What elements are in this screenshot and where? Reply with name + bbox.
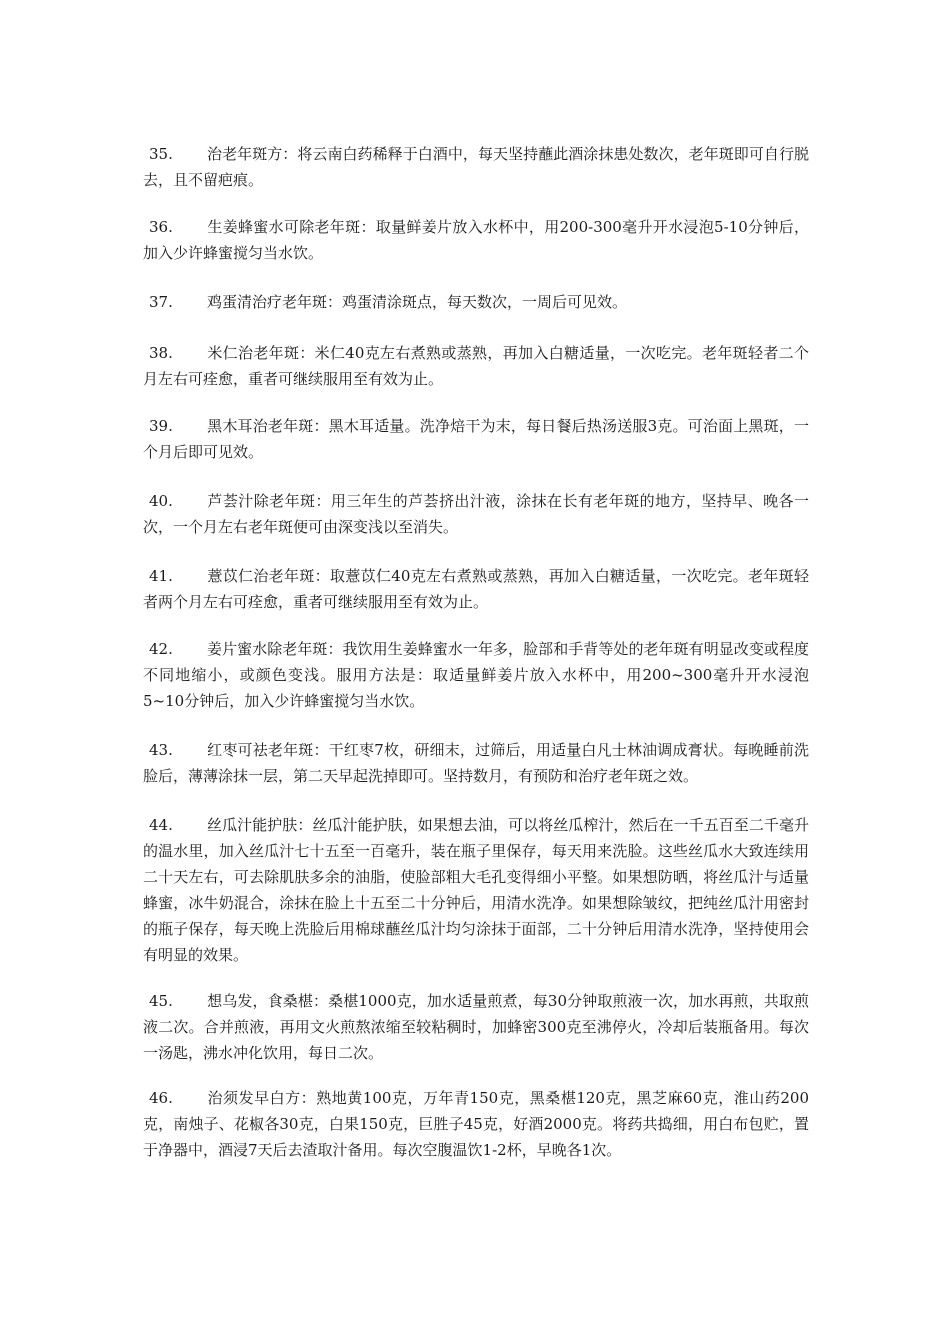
entry-text: 芦荟汁除老年斑：用三年生的芦荟挤出汁液，涂抹在长有老年斑的地方，坚持早、晚各一次，一个月左右老年斑便可由深变浅以至消失。	[143, 492, 809, 536]
entry-text: 鸡蛋清治疗老年斑：鸡蛋清涂斑点，每天数次，一周后可见效。	[207, 293, 628, 311]
entry-number: 40.	[149, 492, 173, 510]
entry-number: 44.	[149, 816, 173, 834]
remedy-entry-43	[143, 737, 809, 789]
remedy-entry-39	[143, 413, 809, 465]
entry-text: 薏苡仁治老年斑：取薏苡仁40克左右煮熟或蒸熟，再加入白糖适量，一次吃完。老年斑轻者两个月左右可痊愈，重者可继续服用至有效为止。	[143, 567, 809, 611]
entry-text: 姜片蜜水除老年斑：我饮用生姜蜂蜜水一年多，脸部和手背等处的老年斑有明显改变或程度不同地缩小，或颜色变浅。服用方法是：取适量鲜姜片放入水杯中，用200~300毫升开水浸泡5~10分钟后，加入少许蜂蜜搅匀当水饮。	[143, 640, 809, 710]
entry-number: 43.	[149, 741, 173, 759]
remedy-entry-46	[143, 1085, 809, 1163]
entry-number: 45.	[149, 992, 173, 1010]
entry-number: 38.	[149, 344, 173, 362]
entry-text: 治老年斑方：将云南白药稀释于白酒中，每天坚持蘸此酒涂抹患处数次，老年斑即可自行脱去，且不留疤痕。	[143, 145, 809, 189]
entry-text: 米仁治老年斑：米仁40克左右煮熟或蒸熟，再加入白糖适量，一次吃完。老年斑轻者二个月左右可痊愈，重者可继续服用至有效为止。	[143, 344, 809, 388]
entry-number: 36.	[149, 218, 173, 236]
remedy-entry-41	[143, 563, 809, 615]
remedy-entry-36	[143, 214, 809, 266]
entry-number: 35.	[149, 145, 173, 163]
entry-text: 红枣可祛老年斑：干红枣7枚，研细末，过筛后，用适量白凡士林油调成膏状。每晚睡前洗脸后，薄薄涂抹一层，第二天早起洗掉即可。坚持数月，有预防和治疗老年斑之效。	[143, 741, 809, 785]
entry-text: 生姜蜂蜜水可除老年斑：取量鲜姜片放入水杯中，用200-300毫升开水浸泡5-10分钟后，加入少许蜂蜜搅匀当水饮。	[143, 218, 809, 262]
entry-number: 41.	[149, 567, 173, 585]
remedy-entry-40	[143, 488, 809, 540]
entry-number: 46.	[149, 1089, 173, 1107]
entry-number: 42.	[149, 640, 173, 658]
remedy-entry-42	[143, 636, 809, 714]
remedy-entry-38	[143, 340, 809, 392]
remedy-entry-45	[143, 988, 809, 1066]
remedy-entry-35	[143, 141, 809, 193]
entry-text: 丝瓜汁能护肤：丝瓜汁能护肤，如果想去油，可以将丝瓜榨汁，然后在一千五百至二千毫升的温水里，加入丝瓜汁七十五至一百毫升，装在瓶子里保存，每天用来洗脸。这些丝瓜水大致连续用二十天左右，可去除肌肤多余的油脂，使脸部粗大毛孔变得细小平整。如果想防晒，将丝瓜汁与适量蜂蜜，冰牛奶混合，涂抹在脸上十五至二十分钟后，用清水洗净。如果想除皱纹，把纯丝瓜汁用密封的瓶子保存，每天晚上洗脸后用棉球蘸丝瓜汁均匀涂抹于面部，二十分钟后用清水洗净，坚持使用会有明显的效果。	[143, 816, 809, 964]
remedy-entry-44	[143, 812, 809, 968]
entry-text: 治须发早白方：熟地黄100克，万年青150克，黑桑椹120克，黑芝麻60克，淮山药200克，南烛子、花椒各30克，白果150克，巨胜子45克，好酒2000克。将药共捣细，用白布包贮，置于净器中，酒浸7天后去渣取汁备用。每次空腹温饮1-2杯，早晚各1次。	[143, 1089, 809, 1159]
entry-text: 黑木耳治老年斑：黑木耳适量。洗净焙干为末，每日餐后热汤送服3克。可治面上黑斑，一个月后即可见效。	[143, 417, 809, 461]
entry-number: 39.	[149, 417, 173, 435]
entry-number: 37.	[149, 293, 173, 311]
remedy-entry-37	[143, 289, 809, 315]
entry-text: 想乌发，食桑椹：桑椹1000克，加水适量煎煮，每30分钟取煎液一次，加水再煎，共取煎液二次。合并煎液，再用文火煎熬浓缩至较粘稠时，加蜂密300克至沸停火，冷却后装瓶备用。每次一汤匙，沸水冲化饮用，每日二次。	[143, 992, 809, 1062]
